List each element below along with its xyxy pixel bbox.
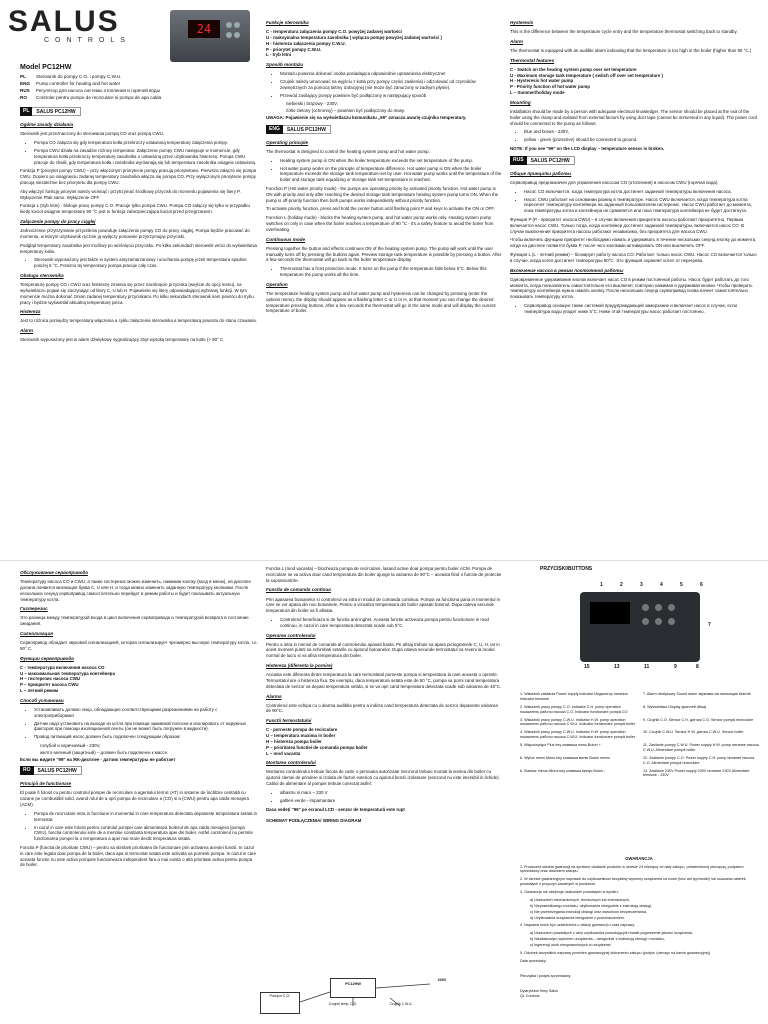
callout-number: 3	[640, 582, 643, 588]
controller-display	[590, 602, 630, 624]
section-heading: Обслуживание сервопривода	[20, 570, 88, 575]
model-line-rus: RUS Регулятор для насоса системы отопления и горячей воды	[20, 88, 160, 94]
warranty-item: 3. Gwarancja nie obejmuje uszkodzeń powstałych w wyniku:	[520, 890, 619, 895]
wiring-voltage-label: 230V	[437, 978, 447, 982]
section-heading: Thermostat features	[510, 57, 555, 63]
model-line-ro: RO Controler pentru pompe de recirculare si pompa de apa calda	[20, 95, 162, 101]
paragraph: Одновременное удерживание кнопок включает насос CO в режим постоянной работы. Насос будет работать до того момента, когда пользователь самостоятельно его выключит, повторно нажимая и удерживая кнопки. Чтобы проверить температуру контейнера нужно нажать кнопку. После нескольких секунд сервопривод снова начнет самостоятельно показывать температуру котла.	[510, 276, 753, 300]
feature-line: C - Switch on the heating system pump over set temperature	[510, 66, 637, 72]
paragraph: Температуру насоса CO и CWU, а также гистерезис можно изменить, нажимая кнопку (вход в меню), на дисплее должна появится мигающая буква C, U или H, и тогда можно изменить заданную температуру кнопками. После нескольких секунд сервопривод самостоятельно перейдет в режим работы и будет показывать актуальную температуру котла.	[20, 579, 251, 602]
device-button-icon	[226, 32, 232, 38]
paragraph: Funkcja P (priorytet pompy CWU) – przy włączonym priorytecie pompy pracują priorytetowo. Pierwsza załącza się pompa CWU. Dopiero po osiągnięciu zadanej temperatury zasobnika włącza się pompa CO. Przy wyłączonym priorytecie pompy pracują niezależnie bez priorytetu dla pompy CWU.	[20, 168, 257, 185]
wiring-controller-box: PC12HW	[330, 978, 376, 998]
paragraph: This is the difference between the temperature cycle entry and the temperature thermostat switching back to standby.	[510, 29, 738, 35]
device-photo	[170, 10, 250, 62]
mid-top-section	[266, 16, 502, 556]
sensor-note: UWAGA: Pojawienie się na wyświetlaczu komunikatu „99" oznacza awarię czujnika temperatury.	[266, 115, 467, 121]
section-heading: Operarea controlerului	[266, 632, 316, 638]
sensor-note: Daca vedeți "99" pe ecranul LCD - senzor de temperatură este rupt	[266, 806, 405, 812]
list-item: • Датчик надо установить на выходе из котла при помощи зажимной полоски и изолировать от наружных факторов при помощи изоляционной ленты (он не может быть погружен в жидкости).	[34, 721, 258, 733]
paragraph: żółto-zielony (ochronny) – powinien być podłączony do masy.	[286, 108, 406, 114]
paragraph: The thermostat is designed to control the heating system pump and hot water pump.	[266, 148, 430, 154]
device-button-icon	[234, 22, 240, 28]
section-heading: Continuous mode	[266, 236, 306, 242]
section-heading: Załączenie pompy do pracy ciągłej	[20, 219, 96, 225]
ro-mid-section	[266, 566, 502, 970]
callout-number: 5	[680, 582, 683, 588]
bullet-list	[34, 811, 258, 842]
wiring-diagram	[260, 972, 490, 1020]
paragraph: To activate priority function, press and hold the center button until flashing point P and keys to activate the ON or OFF.	[266, 206, 495, 212]
warranty-item: 4. Naprawa może być uzależniona o dalszy gwarancji o czas naprawy.	[520, 923, 635, 928]
buttons-diagram	[540, 582, 740, 672]
function-line: U – максимальная температура контейнера	[20, 670, 115, 676]
section-heading: Ogólne zasady działania	[20, 122, 74, 128]
paragraph: Functia L (mod vacanta) – blocheaza pompa de recirculare, lasand active doar pompa pentru boiler ACM. Pompa de recirculare se va activa doar cand temperatura din boiler ajunge la valoarea de 90°C – aceasta fiind o functie de protectie la supraincalzire.	[266, 566, 502, 583]
sensor-note: Если вы видите "99" на ЖК-дисплее - датчик температуры не работает	[20, 756, 176, 762]
section-heading: Гистерезис	[20, 606, 48, 612]
list-item: • Montażu powinna dokonać osoba posiadająca odpowiednie uprawnienia elektryczne!	[280, 71, 502, 77]
controller-button-icon	[668, 604, 675, 611]
section-heading: Obsługa sterownika	[20, 273, 64, 278]
paragraph: niebieski i brązowy - 230V,	[286, 101, 338, 107]
buttons-title: PRZYCISKI/BUTTONS	[540, 566, 593, 572]
paragraph: Functia P (functia de prioritate CWU) – pentru sa stimbeti prioritatea de functionare prin activarea acestei functii. In cazul in care este legata doar pompa de la boiler, daca apa in termostat setata este activata sa pornesti pompa. In cazul in care aceasta functie nu este activa pompele functioneaza independent fara a mai exista o alta prioritate activa pentru pompa de boiler.	[20, 844, 257, 868]
list-item: • albastru si maro – 230 V	[280, 790, 502, 796]
list-item: • Czujnik należy umocować na wyjściu z kotła przy pompy części zasilenia) i odizolować od czynników zewnętrznych za pomocą taśmy izolacyjnej (nie może być zanurzony w żadnym płynie).	[280, 79, 502, 91]
section-heading: Hysteresis	[510, 20, 534, 25]
section-heading: Сигнализация	[20, 631, 54, 636]
warranty-item: 5. Odcinek wszystkich naprawy powinien gwarancyjnej dokumentu zakupu (podpis i pieczęć na karcie gwarancyjnej).	[520, 950, 711, 955]
paragraph: Aceasta este diferenta dintre temperatura la care termostatul porneste pompa si temperatura la care aceasta o opreste. Termostatul are o histereza fixa. De exemplu, daca temperatura setata este de 50 °C, pompa va porni cand temperatura detectata de senzor va depasi temperatura setata, si se va opri cand temperatura detectata scade sub valoarea de 48°C.	[266, 672, 502, 689]
rus-ro-section	[20, 566, 258, 1018]
paragraph: Controlerul este echipa cu o alarma audibila pentru a indicta cand temperatura detectata de senzor depaseste valoarea de 90°C.	[266, 702, 498, 714]
feature-line: P - Priority function of hot water pump	[510, 84, 590, 90]
legend-item: 9. Czujnik C.O. Sensor C.H. датчик C.O. Senzor pompă recirculare	[643, 717, 754, 722]
warranty-item: c) Nie przestrzegania instrukcji obsługi oraz warunków bezpieczeństwa,	[530, 909, 648, 914]
function-line: C - температура включения насоса CO	[20, 664, 105, 670]
bullet-list	[280, 617, 502, 629]
buttons-legend	[520, 692, 760, 781]
list-item: • Устанавливать должно лицо, обладающее соответствующими разрешениями на работу с электроприборами!	[34, 707, 258, 719]
bullet-list	[524, 129, 758, 143]
section-heading: Functia de comanda continua	[266, 587, 331, 593]
model-lines	[20, 74, 258, 101]
warranty-item: 1. Producent udziela gwarancji na sprawne działanie produktu w okresie 24 miesięcy od daty zakupu, potwierdzonej pieczęcią, podpisem sprzedawcy oraz dowodem zakupu.	[520, 864, 744, 874]
device-button-icon	[234, 32, 240, 38]
function-line: L – летний режим	[20, 688, 59, 693]
bullet-list	[280, 266, 502, 278]
list-item: • blue and brown - 230V,	[524, 129, 758, 135]
section-heading: Sposób montażu	[266, 62, 304, 68]
function-line: L - tryb letni	[266, 52, 292, 58]
section-heading: Montarea controlerului	[266, 760, 316, 766]
feature-line: U - Maximum storage tank temperature ( switch off over set temperature )	[510, 72, 663, 78]
section-heading: Функции сервопривода	[20, 655, 74, 661]
paragraph: желто-зеленый (защитный) – должен быть подключен к массе.	[40, 749, 169, 755]
feature-line: H - Hysteresis hot water pump	[510, 78, 574, 84]
section-heading: Principii de functionare	[20, 781, 72, 787]
list-item: • Pompa CWU działa na zasadzie różnicy temperatur. Załączenie pompy CWU następuje w momencie, gdy temperatura kotła przekroczy temperaturę zasobnika o ustawioną przez użytkownika histerezę. Pompa CWU pracuje do chwili, gdy temperatura kotła i zasobnika wyrównają się lub temperatura zasobnika osiągnie ustawioną.	[34, 148, 258, 165]
controller-front	[580, 592, 700, 662]
paragraph: Функция P (P - приоритет насоса CWU) – в случае включения приоритета насосы работают приоритетно. Первым включается насос CWU. Только тогда, когда контейнер достигнет заданной температуры, включается насос CO. В случае выключения приоритета насосы работают независимо, без приоритета для насоса CWU.	[510, 216, 745, 234]
function-line: P - priorytet pompy C.W.U.	[266, 46, 322, 52]
bullet-list	[34, 140, 258, 165]
legend-item: 11. Zasilanie pompy C.W.U. Power supply H.W. pump питание насоса C.W.U. Alimentare pompă boiler	[643, 743, 759, 752]
bullet-list	[280, 158, 502, 183]
device-button-icon	[226, 22, 232, 28]
list-item: • Sterownik wyposażony jest także w system antyzamarzaniowy i uruchamia pompę jeżeli temperatura spadnie poniżej 5 °C. Pomimo tej temperatury pompa pracuje cały czas.	[34, 257, 258, 269]
section-heading: Общие принципы работы	[510, 170, 572, 176]
pl-section	[20, 74, 258, 554]
legend-item: 3. Wskaźnik pracy pompy C.W.U. Indicator H.W. pump operation показатель работы насоса C.W.U. Indicator funcționare pompă boiler	[520, 717, 636, 727]
lang-tag-rus: RUS SALUS PC12HW	[510, 156, 758, 165]
section-heading: Operation	[266, 281, 288, 287]
sensor-note: NOTE: If you see "99" on the LCD display – temperature sensor is broken.	[510, 146, 665, 151]
warranty-item: a) Uszkodzeń powstałych z winy użytkownika powodujących trwałe pogorszenie jakości urządzenia,	[530, 931, 693, 936]
controller-button-icon	[655, 604, 662, 611]
paragraph: Это разница между температурой входа в цикл включения сервопривода и температурой возврата в состояние ожидания.	[20, 615, 249, 627]
list-item: • In cazul in care este folosit pentru controlul pompei care alimenteaza boilerul de apa calda menajera (pompa CWU), functia controlerului este de a mentine constanta temperatura apei din boiler. Astfel controlerul nu permite functionarea pompei la o temperatura a apei mai mare decât temperatura setata.	[34, 825, 258, 842]
bullet-list	[280, 71, 502, 98]
list-item: • Heating system pump is ON when the boiler temperature exceeds the set temperature of the pump.	[280, 158, 502, 164]
section-heading: Включение насоса в режим постоянной работы	[510, 267, 624, 273]
paragraph: Сервопривод предназначен для управления насосом CO (отопления) и насосом CWU (горячая вода).	[510, 179, 719, 185]
controller-led-icon	[642, 618, 649, 625]
legend-item: 6. Wybór menu Menu key клавиша меню Buton meniu	[520, 755, 611, 760]
section-heading: Histereza	[20, 309, 41, 315]
list-item: • Thermostat has a frost protection mode. It turns on the pump if the temperature falls below 5°C. Below this temperature the pump works all the time.	[280, 266, 502, 278]
callout-number: 15	[584, 664, 590, 670]
list-item: • Насос CWU работает на основании разниц в температуре. Насос CWU включается, когда температура котла пересечет температуру контейнера на заданный пользователем гистерезис. Насос CWU работает до момента, пока температуры котла и контейнера не сравняется или пока температура контейнера не будет достигнута.	[524, 197, 758, 214]
list-item: • Провод питающий насос должен быть подключен следующим образом:	[34, 734, 258, 740]
callout-number: 6	[700, 582, 703, 588]
legend-item: 12. Zasilanie pompy C.O. Power supply C.H. pump питание насоса C.O. Alimentare pompă recirculare	[643, 755, 755, 765]
paragraph: Function L (holiday mode) - blocks the heating system pump, and hot water pump works only. Heating system pump switches on only in case when the boiler reaches a temperature of 90 °C - it's a safety feature to avoid the boiler from overheating.	[266, 215, 494, 232]
warranty-item: a) Uszkodzeń mechanicznych, termicznych lub chemicznych,	[530, 897, 631, 902]
list-item: • Controlerul beneficiaza si de functia anti-inghet. Aceasta functie activeaza pompa pentru functionare in mod continuu, in cazul in care temperatura detectata scade sub 5°C.	[280, 617, 502, 629]
list-item: • Pompa de recirculare intra in functiune in momentul in care temperatura detectata depaseste temperatura setata in termostat.	[34, 811, 258, 823]
distributor-name: QL Controls	[520, 994, 540, 999]
list-item: • Przewód zasilający pompy powinien być podłączony w następujący sposób	[280, 93, 502, 99]
paragraph: The thermostat is equipped with an audible alarm indicating that the temperature is too high in the boiler (higher than 90 °C.)	[510, 47, 752, 53]
brand-sub: CONTROLS	[44, 37, 131, 44]
bullet-list	[524, 189, 758, 214]
paragraph: Montarea controlerului trebuie facuta de catre o persoana autorizata! Senzorul trebuie montat la iesirea din boiler cu ajutorul clemei de prindere si izolata de factori exteriori cu ajutorul benzii izolatoare (senzorul nu este imersibil in lichide). Cablul de alimentare al pompei trebuie conectat astfel:	[266, 769, 500, 787]
legend-item: 2. Wskaźnik pracy pompy C.O. Indicator C.H. pump operation показатель работы насоса C.O. Indicator funcționare pompă CO	[520, 704, 628, 714]
paragraph: Сервопривод обладает звуковой сигнализацией, которая сигнализирует чрезмерно высокую температуру котла, т.е. 90° C.	[20, 640, 258, 651]
right-top-section	[510, 16, 758, 556]
sale-date-label: Data sprzedaży:	[520, 958, 547, 963]
paragraph: Installation should be made by a person with adequate electrical knowledge!. The sensor should be placed at the exit of the boiler using the clamp and isolated from external factors by using duct tape (cannot be immersed in any liquid). The power cord should be connected to the pump as follows:	[510, 108, 757, 126]
model-title: Model PC12HW	[20, 64, 72, 71]
legend-item: 7. Alarm dźwiękowy Sound alarm звуковая сигнализация Alarmă	[643, 692, 751, 696]
paragraph: Pressing together the button and effects continues ON of the heating system pump. The pump will work until the user manually turns off by pressing the buttons again. Preview storage tank temperature is possible by pressing a button. After a few seconds the thermostat will go back to the boiler temperature display	[266, 245, 502, 263]
function-line: C - porneste pompa de recirculare	[266, 727, 338, 733]
wiring-title: SCHEMAT PODŁĄCZENIA/ WIRING DIAGRAM	[266, 818, 362, 824]
function-line: P – prioritatea functiei de comanda pompa boiler	[266, 744, 368, 750]
legend-item: 8. Wyświetlacz Display дисплей Afișaj	[643, 704, 706, 709]
controller-led-icon	[655, 618, 662, 625]
callout-number: 4	[660, 582, 663, 588]
section-heading: Способ установки	[20, 697, 64, 703]
callout-number: 9	[674, 664, 677, 670]
legend-item: 13. Zasilanie 230V Power supply 230V питание 230V Alimentare tensiune - 230V	[643, 768, 750, 778]
paragraph: Temperaturę pompy CO i CWU oraz histerezę zmienia się przez naciśnięcie przycisku (wejście do opcji menu), na wyświetlaczu pojawi się zaczynając od litery C, U lub H. Pojawienie się litery odpowiadającej wybranej funkcji. W tym momencie można dokonać zmian zadanej temperatury przyciskami. Po kilku sekundach sterownik sam powróci do trybu pracy i będzie wyświetlał aktualną temperaturę pieca.	[20, 282, 254, 305]
model-line-eng: ENG Pump controller for heating and hot water	[20, 81, 121, 87]
lang-tag-ro: RO SALUS PC12HW	[20, 766, 258, 775]
callout-number: 7	[708, 622, 711, 628]
function-line: H – гистерезис насоса CWU	[20, 676, 81, 682]
paragraph: Prin apasarea butoanelor si controlerul va intra in modul de comanda continua. Pompa va functiona pana in momentul in care se vor apasa din nou butoanele. Pentru a vizualiza temperatura din boiler apasati butonul. Dupa cateva secunde temperatura din boiler va fi afisata.	[266, 596, 501, 614]
wiring-pump-ch-box: Pompa C.O.	[260, 992, 300, 1014]
paragraph: Pentru a intra in meniul de comanda al controlerului apasati basta. Pe afisaj trebuie sa apara pictogramele C, U, H, iar in acest moment puteti sa schimbati setarile cu ajutorul butoanelor. Dupa cateva secunde termostatul va reveni la modul normal de lucru si va afisa temperatura din boiler.	[266, 641, 500, 659]
section-heading: Functii termostatului	[266, 718, 312, 724]
paragraph: El poate fi folosit cu pentru controlul pompei de recirculare a agentului termic (AT) in sisteme de încălzire centrală cu cazane pe combustibil solid, avand rolul de a opri pompa de recirculare a (CO) si a (CWU) pentru apa calda menajera (ACM).	[20, 790, 249, 808]
legend-item: 10. Czujnik C.W.U. Sensor H.W. датчик C.W.U. Senzor boiler	[643, 730, 744, 735]
legend-item: 5. Włącz/wyłącz Plus key клавиша плюс Buton +	[520, 743, 601, 747]
list-item: • Pompa CO załącza się gdy temperatura kotła przekroczy ustawioną temperaturę załączenia pompy.	[34, 140, 258, 146]
section-heading: Alarm	[510, 38, 524, 44]
paragraph: Aby włączyć funkcję priorytet należy wcisnąć i przytrzymać środkowy przycisk do momentu pojawienia się litery P. Wyłączenie Ptak samo. Wyłączenie OFF.	[20, 188, 241, 200]
list-item: • yellow - green (protective) should be connected to ground.	[524, 137, 758, 143]
legend-item: 4. Wskaźnik pracy pompy C.W.U. Indicator H.W. pump operation показатель работы насоса C.W.U. Indicator funcționare pompă boiler	[520, 730, 636, 740]
function-line: H - histereza załączenia pompy C.W.U.	[266, 40, 346, 46]
callout-number: 8	[696, 664, 699, 670]
callout-number: 13	[614, 664, 620, 670]
salus-logo	[8, 5, 131, 48]
bullet-list	[524, 303, 758, 315]
lang-tag-pl: PL SALUS PC12HW	[20, 107, 258, 116]
paragraph: Sterownik jest przeznaczony do sterowania pompą CO oraz pompą CWU.	[20, 131, 164, 137]
paragraph: Funkcja L (tryb letni) - blokuje pracę pompy C.O. Pracuje tylko pompa CWU. Pompa CO załączy się tylko w przypadku kiedy kocioł osiągnie temperaturę 90 °C jest to funkcja zabezpieczająca kocioł przed przegrzaniem.	[20, 203, 250, 215]
paragraph: The temperature heating system pump and hot water pump and hysteresis can be changed by pressing (enter the options menu), the display should appear as a flashing letter C or U or H, at that moment you can change the desired temperature pressing buttons. After a few seconds the thermostat will go in the same mode and will display the current temperature of boiler.	[266, 290, 496, 314]
paragraph: Чтобы включить функцию приоритет необходимо нажать и удерживать в течение нескольких секунд кнопку до момента, когда на дисплее появится буква P, после чего кнопками активировать ON или выключить OFF.	[510, 237, 757, 249]
section-heading: Mounting	[510, 99, 531, 105]
callout-number: 2	[620, 582, 623, 588]
list-item: • galben-verde - impamantare	[280, 798, 502, 804]
warranty-section	[520, 856, 758, 1002]
controller-button-icon	[642, 604, 649, 611]
controller-led-icon	[668, 618, 675, 625]
feature-line: L – Summer/holiday mode	[510, 90, 565, 96]
section-heading: Funkcje sterownika	[266, 20, 309, 25]
function-line: U - maksymalna temperatura zasobnika ( wyłącza pompę powyżej zadanej wartości )	[266, 34, 442, 40]
lang-tag-eng: ENG SALUS PC12HW	[266, 125, 502, 134]
distributor-label: Dystrybutor firmy Salus	[520, 988, 559, 993]
warranty-item: 2. W okresie gwarancyjnym naprawie do użytkownikowi bezpłatny wymieny urządzenia na nowe (lecz ani typ/model) lub usuwania usterek powstałych z przyczyn zawartych w produkcie.	[520, 877, 746, 887]
function-line: U – temperatura maxima in boiler	[266, 733, 336, 739]
page-divider	[0, 560, 768, 561]
paragraph: Jest to różnica pomiędzy temperaturą włączenia a cyklu załączenia sterownika a temperaturą powrotu do stanu czuwania.	[20, 318, 257, 324]
function-line: P – приоритет насоса CWU	[20, 682, 79, 688]
paragraph: голубой и коричневый - 230V,	[40, 742, 101, 748]
bullet-list	[280, 790, 502, 804]
seller-stamp-label: Pieczątka i podpis sprzedawcy:	[520, 973, 572, 978]
paragraph: Функция L (L - летний режим) – блокирует работу насоса CO. Работает только насос CWU. Насос CO включается только в случае, когда котел достигнет температуры 90°C. Это функция охраняет котел от перегрева.	[510, 252, 757, 263]
legend-item: 1. Wskaźnik zasilania Power supply indicator Индикатор питания Indicator tensiune	[520, 692, 628, 701]
warranty-item: d) Użytkowania urządzenia niezgodnie z przeznaczeniem.	[530, 915, 625, 920]
paragraph: Podgląd temperatury zasobnika jest możliwy po wciśnięciu przycisku. Po kilku sekundach sterownik wróci do wyświetlania temperatury kotła.	[20, 242, 257, 254]
function-line: L – mod vacanta	[266, 750, 301, 756]
paragraph: Jednoczesne przytrzymanie przycisków powoduje załączenie pompy CO do pracy ciągłej. Pompa będzie pracować do momentu, w którym użytkownik ręcznie ją wyłączy ponownie przytrzymując przyciski.	[20, 228, 250, 239]
list-item: • Сервопривод оснащен также системой предупреждающей замерзание и включает насос в случае, если температура воды упадет ниже 5°C. Ниже этой температуры насос работает постоянно.	[524, 303, 758, 315]
bullet-list	[34, 257, 258, 269]
section-heading: Operating principle	[266, 139, 309, 145]
warranty-item: c) Ingerencji osób nieuprawnionych w urządzenie.	[530, 943, 612, 948]
section-heading: Histereza (diferenta la pornire)	[266, 663, 333, 669]
legend-item: 6. Klawisz minus Minus key клавиша минус Buton -	[520, 768, 606, 773]
brand-name: SALUS	[8, 5, 120, 38]
list-item: • Hot water pump works on the principle of temperature difference. Hot water pump is ON when the boiler temperature exceeds the storage tank temperature-set by user. Hot water pump works until the temperature of the boiler and storage tank equalizing or storage tank set temperature is reached.	[280, 166, 502, 183]
model-line-pl: PL Sterownik do pompy C.O. i pompy C.W.U.	[20, 74, 122, 79]
wiring-lines	[260, 972, 490, 1020]
paragraph: Function P (Hot water priority mode) - the pumps are operating priority by activated priority function. Hot water pump is ON with priority and only after reaching the desired storage tank temperature heating system pump turns ON. When the pump is off-priority function then both pumps works independently without priority function.	[266, 186, 499, 203]
warranty-item: b) Nieprawidłowego montażu, użytkowania niezgodnie z instrukcją obsługi,	[530, 903, 652, 908]
callout-number: 1	[600, 582, 603, 588]
warranty-item: b) Niewłaściwym wyborem urządzenia – niezgodnie z instrukcją obsługi i montażu,	[530, 937, 665, 942]
warranty-title: GWARANCJA	[625, 856, 653, 861]
section-heading: Alarma	[266, 693, 282, 699]
wiring-sensor-hw-label: Czujnik C.W.U.	[389, 1002, 413, 1006]
function-line: C - temperatura załączenia pompy C.O. powyżej zadanej wartości	[266, 29, 402, 35]
callout-number: 11	[644, 664, 650, 670]
function-line: H – histereza pompa boiler	[266, 738, 322, 744]
bullet-list	[34, 707, 258, 740]
device-display: 24	[188, 20, 220, 38]
wiring-sensor-ch-label: Czujnik temp. C.O.	[328, 1002, 358, 1006]
list-item: • Насос CO включается, когда температура котла достигнет заданной температуры включения насоса.	[524, 189, 758, 195]
paragraph: Sterownik wyposażony jest w alarm dźwiękowy sygnalizujący zbyt wysoką temperaturę na kotle (> 90° C.	[20, 337, 225, 343]
section-heading: Alarm	[20, 328, 34, 334]
